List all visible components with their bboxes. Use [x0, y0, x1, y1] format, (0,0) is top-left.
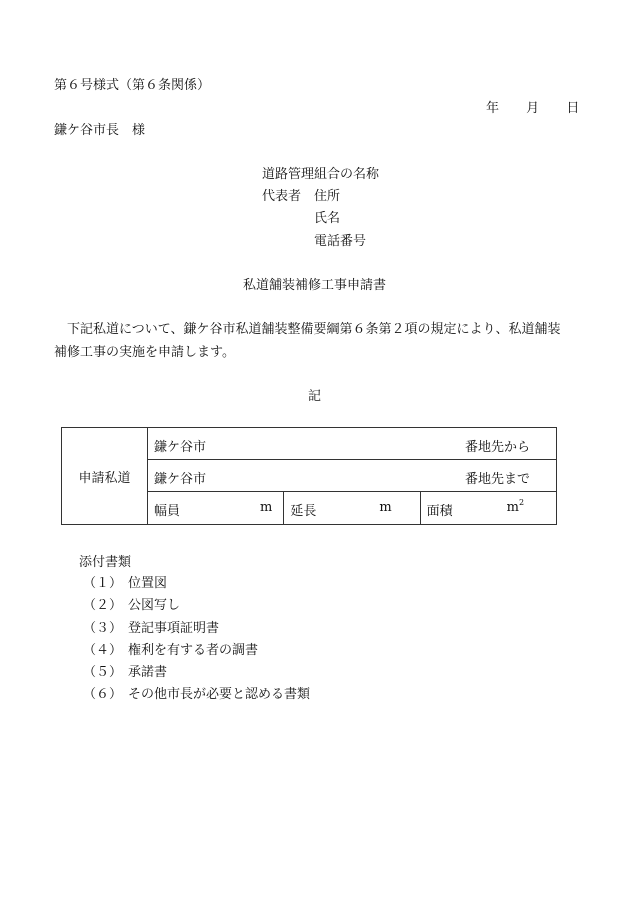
body-text-line-2: 補修工事の実施を申請します。 — [54, 345, 235, 360]
to-city: 鎌ケ谷市 — [154, 472, 207, 487]
attachment-number: （６） — [83, 687, 123, 702]
attachment-text: その他市長が必要と認める書類 — [128, 687, 311, 702]
attachment-number: （１） — [83, 576, 123, 591]
width-label: 幅員 — [154, 504, 181, 519]
from-location-cell — [148, 428, 557, 460]
representative-label: 代表者 — [262, 189, 302, 204]
from-suffix: 番地先から — [464, 440, 530, 455]
attachment-text: 登記事項証明書 — [128, 621, 220, 636]
area-unit-exponent: 2 — [518, 498, 525, 507]
date-year: 年 — [486, 101, 500, 116]
area-cell — [420, 492, 556, 525]
from-city: 鎌ケ谷市 — [154, 440, 207, 455]
org-name-label: 道路管理組合の名称 — [262, 167, 380, 182]
attachments-heading: 添付書類 — [79, 555, 132, 570]
area-label: 面積 — [426, 504, 453, 519]
private-road-label: 申請私道 — [62, 428, 148, 525]
date-day: 日 — [566, 101, 580, 116]
document-title: 私道舗装補修工事申請書 — [243, 278, 387, 293]
attachment-text: 位置図 — [128, 576, 168, 591]
date-line — [486, 101, 579, 117]
area-unit — [507, 500, 524, 515]
ki-heading: 記 — [308, 389, 322, 404]
form-number: 第６号様式（第６条関係） — [54, 78, 211, 93]
attachment-number: （２） — [83, 598, 123, 613]
attachment-number: （４） — [83, 643, 123, 658]
name-label: 氏名 — [314, 211, 341, 226]
date-month: 月 — [526, 101, 540, 116]
application-table — [61, 427, 557, 525]
length-label: 延長 — [290, 504, 317, 519]
body-text-line-1: 下記私道について、鎌ケ谷市私道舗装整備要綱第６条第２項の規定により、私道舗装 — [67, 322, 561, 337]
length-unit: m — [379, 500, 392, 515]
to-location-cell — [148, 460, 557, 492]
attachment-number: （５） — [83, 665, 123, 680]
width-unit: m — [260, 500, 273, 515]
width-cell — [148, 492, 284, 525]
attachment-number: （３） — [83, 621, 123, 636]
length-cell — [284, 492, 420, 525]
area-unit-base: m — [506, 500, 519, 515]
addressee: 鎌ケ谷市長 様 — [54, 123, 146, 138]
attachment-text: 権利を有する者の調書 — [128, 643, 259, 658]
address-label: 住所 — [314, 189, 341, 204]
attachment-text: 公図写し — [128, 598, 181, 613]
to-suffix: 番地先まで — [464, 472, 530, 487]
phone-label: 電話番号 — [314, 234, 367, 249]
attachment-text: 承諾書 — [128, 665, 168, 680]
